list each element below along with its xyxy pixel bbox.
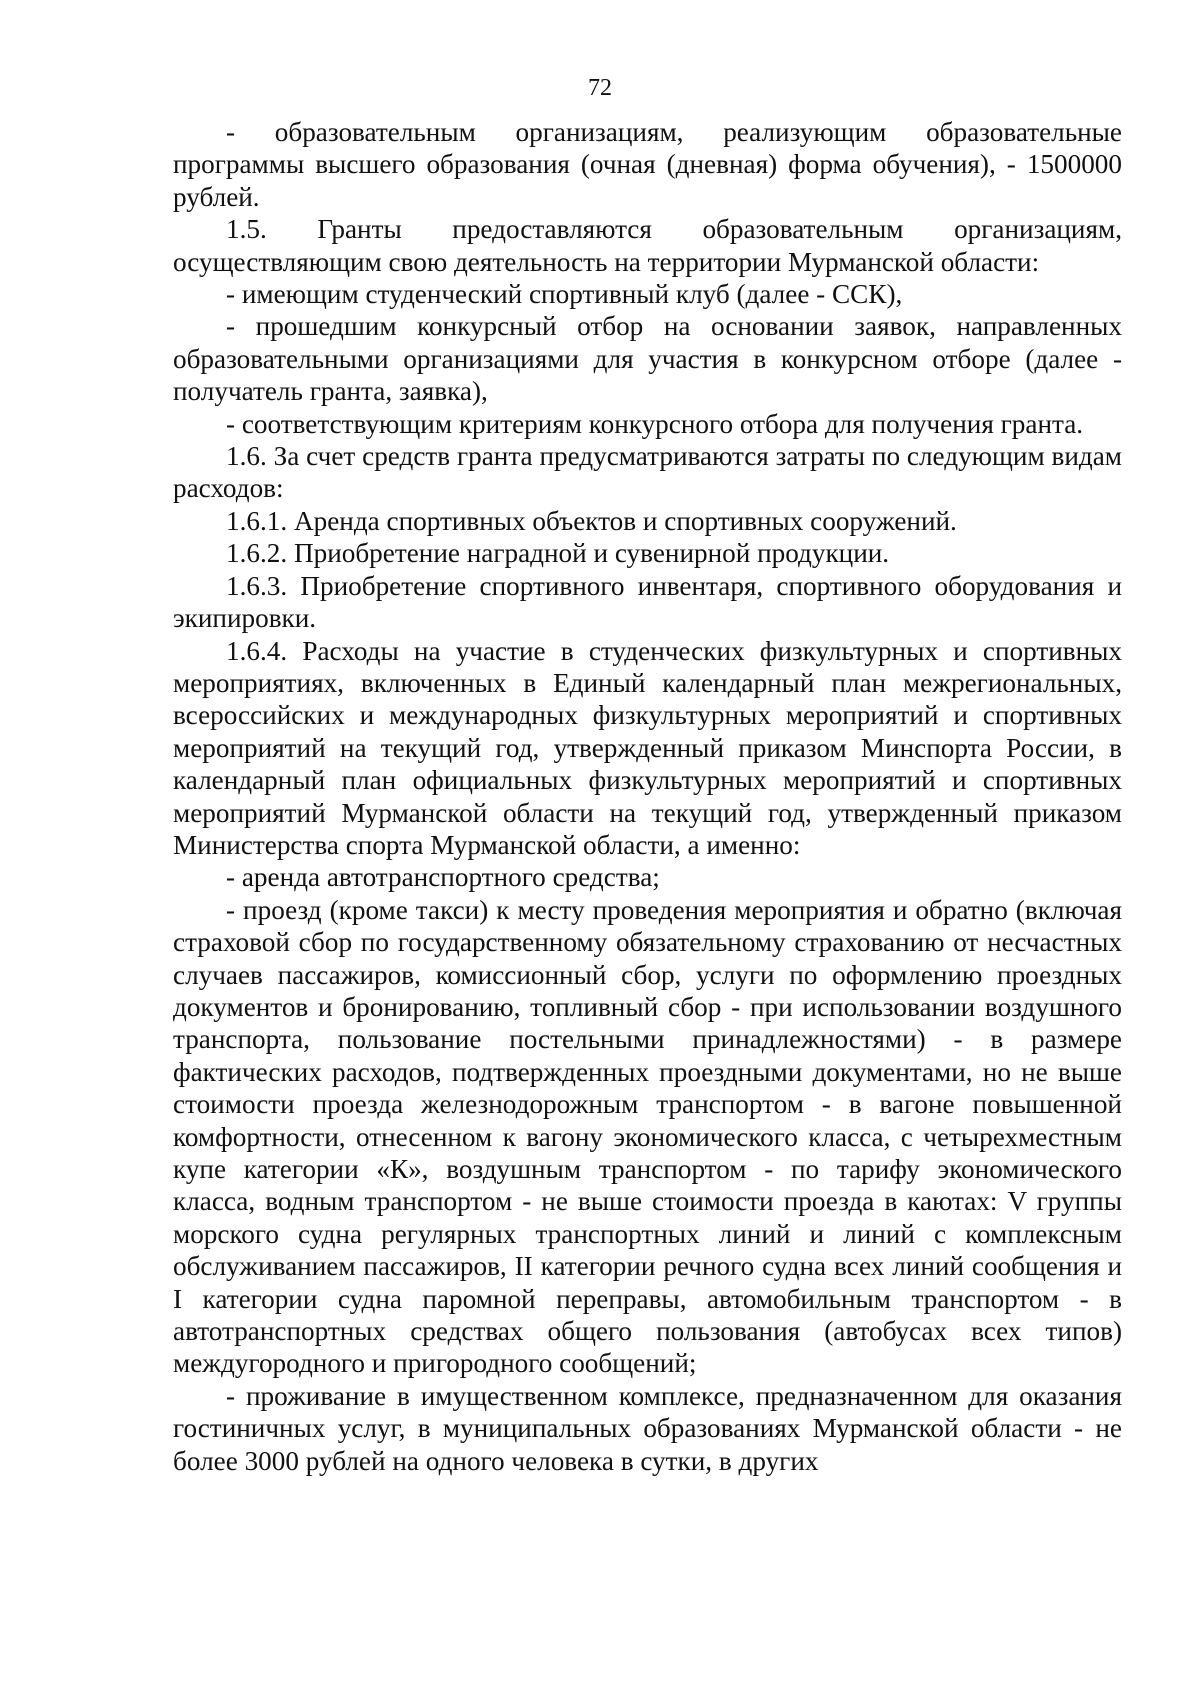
paragraph-1-6: 1.6. За счет средств гранта предусматриваются затраты по следующим видам расходов:	[173, 441, 1122, 504]
paragraph-budget-higher-education: - образовательным организациям, реализующим образовательные программы высшего образования (очная (дневная) форма обучения), - 1500000 рублей.	[173, 117, 1122, 212]
paragraph-1-5: 1.5. Гранты предоставляются образовательным организациям, осуществляющим свою деятельность на территории Мурманской области:	[173, 214, 1122, 277]
paragraph-1-6-1: 1.6.1. Аренда спортивных объектов и спортивных сооружений.	[226, 505, 957, 536]
paragraph-vehicle-rent: - аренда автотранспортного средства;	[226, 862, 660, 893]
paragraph-1-6-3: 1.6.3. Приобретение спортивного инвентаря, спортивного оборудования и экипировки.	[173, 570, 1122, 634]
body-text	[173, 116, 1122, 1477]
paragraph-1-6-4: 1.6.4. Расходы на участие в студенческих физкультурных и спортивных мероприятиях, включенных в Единый календарный план межрегиональных, всероссийских и международных физкультурных мероприятий и спортивных мероприятий на текущий год, утвержденный приказом Минспорта России, в календарный план официальных физкультурных мероприятий и спортивных мероприятий Мурманской области на текущий год, утвержденный приказом Министерства спорта Мурманской области, а именно:	[173, 635, 1122, 860]
page-number: 72	[588, 75, 612, 101]
paragraph-travel: - проезд (кроме такси) к месту проведения мероприятия и обратно (включая страховой сбор по государственному обязательному страхованию от несчастных случаев пассажиров, комиссионный сбор, услуги по оформлению проездных документов и бронированию, топливный сбор - при использовании воздушного транспорта, пользование постельными принадлежностями) - в размере фактических расходов, подтвержденных проездными документами, но не выше стоимости проезда железнодорожным транспортом - в вагоне повышенной комфортности, отнесенном к вагону экономического класса, с четырехместным купе категории «К», воздушным транспортом - по тарифу экономического класса, водным транспортом - не выше стоимости проезда в каютах: V группы морского судна регулярных транспортных линий и линий с комплексным обслуживанием пассажиров, II категории речного судна всех линий сообщения и I категории судна паромной переправы, автомобильным транспортом - в автотранспортных средствах общего пользования (автобусах всех типов) междугородного и пригородного сообщений;	[173, 894, 1122, 1379]
paragraph-1-6-2: 1.6.2. Приобретение наградной и сувенирной продукции.	[226, 538, 890, 569]
paragraph-selection-criteria: - соответствующим критериям конкурсного отбора для получения гранта.	[226, 408, 1084, 439]
paragraph-accommodation: - проживание в имущественном комплексе, предназначенном для оказания гостиничных услуг, в муниципальных образованиях Мурманской области - не более 3000 рублей на одного человека в сутки, в других	[173, 1380, 1122, 1476]
paragraph-ssk: - имеющим студенческий спортивный клуб (далее - ССК),	[226, 279, 903, 310]
paragraph-competitive-selection: - прошедшим конкурсный отбор на основании заявок, направленных образовательными организациями для участия в конкурсном отборе (далее - получатель гранта, заявка),	[173, 311, 1122, 407]
